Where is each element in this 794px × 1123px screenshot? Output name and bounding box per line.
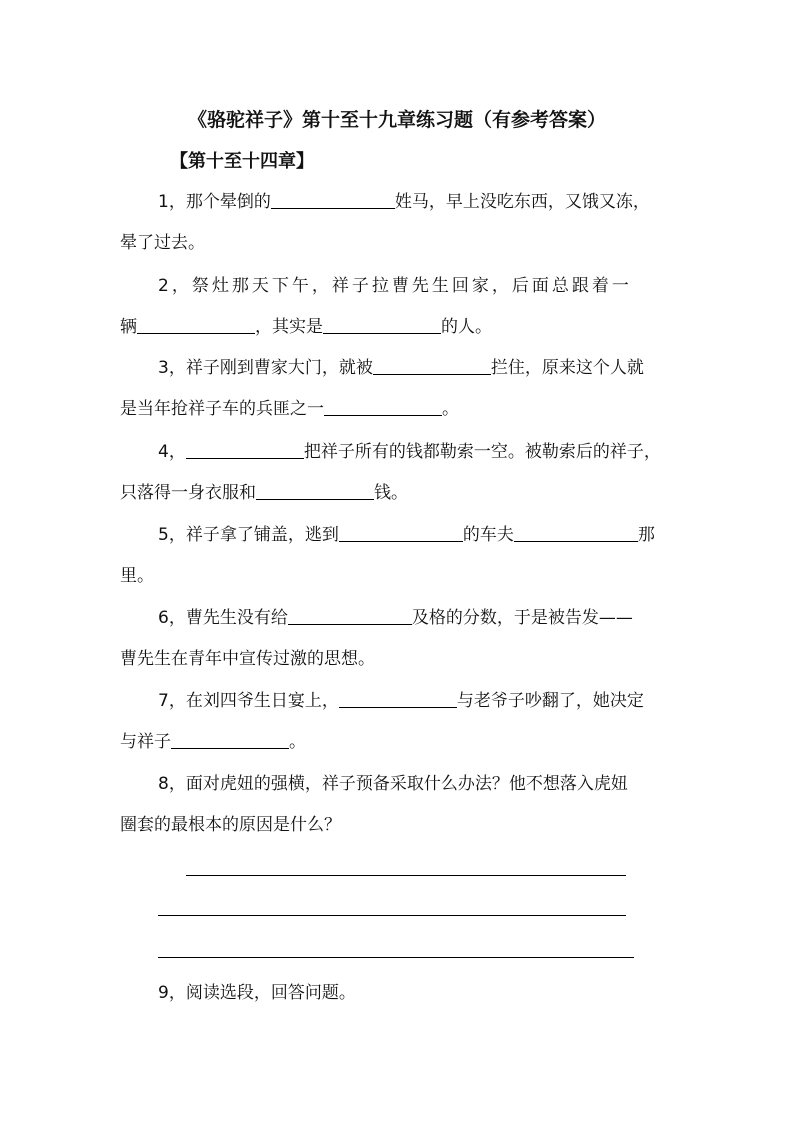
answer-blank[interactable] (514, 523, 638, 542)
question-7-line-2 (120, 730, 306, 754)
answer-blank[interactable] (256, 481, 374, 500)
question-2-line-1: 2，祭灶那天下午，祥子拉曹先生回家，后面总跟着一 (158, 276, 632, 296)
question-3-text-2: 是当年抢祥子车的兵匪之一 (120, 399, 324, 419)
question-1-line-1 (158, 190, 650, 214)
question-5-line-1 (158, 523, 655, 547)
question-1-line-2: 晕了过去。 (120, 233, 205, 253)
question-5-text-cont: 的车夫 (462, 525, 514, 545)
question-2-text-end: 的人。 (441, 317, 492, 337)
question-2-line-2 (120, 315, 492, 339)
answer-blank[interactable] (323, 315, 441, 334)
question-8-line-1: 8，面对虎妞的强横，祥子预备采取什么办法？他不想落入虎妞 (158, 774, 628, 794)
question-7-text-2: 与祥子 (120, 732, 171, 752)
question-8-line-2: 圈套的最根本的原因是什么？ (120, 815, 341, 835)
answer-line-3[interactable] (158, 957, 634, 958)
answer-blank[interactable] (324, 397, 442, 416)
question-7-line-1 (158, 689, 644, 713)
question-1-text-cont: 姓马，早上没吃东西，又饿又冻， (394, 192, 650, 212)
question-5-text: 5，祥子拿了铺盖，逃到 (158, 525, 339, 545)
question-5-text-end: 那 (637, 525, 655, 545)
answer-line-2[interactable] (158, 915, 626, 916)
question-2-text-cont: ，其实是 (255, 317, 323, 337)
question-7-text-cont: 与老爷子吵翻了，她决定 (456, 691, 644, 711)
answer-blank[interactable] (339, 523, 463, 542)
question-6-line-1 (158, 606, 633, 630)
question-4-text-2: 只落得一身衣服和 (120, 483, 256, 503)
question-7-text: 7，在刘四爷生日宴上， (158, 691, 339, 711)
question-9-line-1: 9，阅读选段，回答问题。 (158, 983, 356, 1003)
question-6-line-2: 曹先生在青年中宣传过激的思想。 (120, 649, 375, 669)
answer-blank[interactable] (171, 730, 289, 749)
question-7-text-end: 。 (289, 732, 306, 752)
page-title: 《骆驼祥子》第十至十九章练习题（有参考答案） (187, 109, 606, 131)
answer-blank[interactable] (271, 190, 395, 209)
question-3-text-cont: 拦住，原来这个人就 (490, 358, 644, 378)
answer-blank[interactable] (339, 689, 457, 708)
section-heading: 【第十至十四章】 (170, 151, 314, 172)
question-4-line-1 (158, 440, 661, 464)
answer-blank[interactable] (137, 315, 255, 334)
question-4-line-2 (120, 481, 408, 505)
question-1-text: 1，那个晕倒的 (158, 192, 271, 212)
question-6-text: 6，曹先生没有给 (158, 608, 288, 628)
answer-line-1[interactable] (186, 875, 626, 876)
answer-blank[interactable] (373, 356, 491, 375)
question-3-text-end: 。 (442, 399, 459, 419)
question-4-text-cont: 把祥子所有的钱都勒索一空。被勒索后的祥子， (303, 442, 661, 462)
question-5-line-2: 里。 (120, 566, 154, 586)
question-3-line-2 (120, 397, 459, 421)
question-3-text: 3，祥子刚到曹家大门，就被 (158, 358, 373, 378)
question-2-text: 辆 (120, 317, 137, 337)
answer-blank[interactable] (288, 606, 412, 625)
question-4-text-end: 钱。 (374, 483, 408, 503)
answer-blank[interactable] (186, 440, 304, 459)
question-4-text: 4， (158, 442, 186, 462)
question-3-line-1 (158, 356, 644, 380)
question-6-text-cont: 及格的分数，于是被告发—— (411, 608, 633, 628)
